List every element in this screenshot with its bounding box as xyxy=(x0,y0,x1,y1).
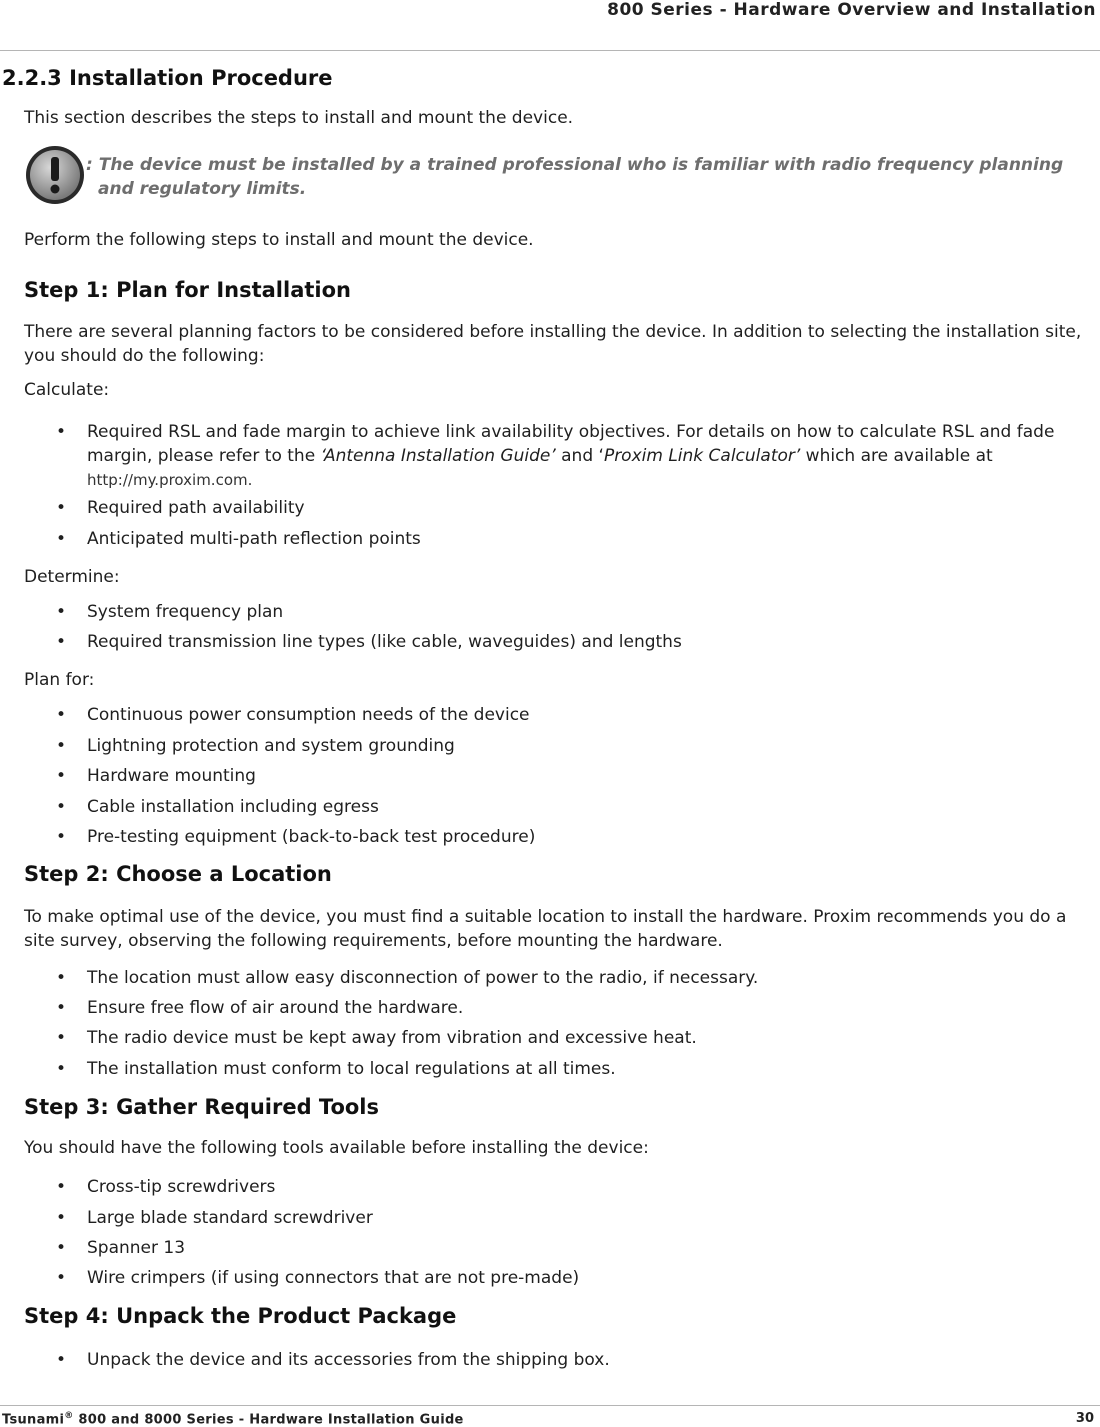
list-item: Spanner 13 xyxy=(87,1238,186,1258)
list-item: Wire crimpers (if using connectors that are not pre-made) xyxy=(87,1268,580,1288)
bullet-marker: • xyxy=(56,422,67,442)
list-item: Pre-testing equipment (back-to-back test procedure) xyxy=(87,827,536,847)
list-item: System frequency plan xyxy=(87,602,284,622)
bullet-marker: • xyxy=(56,998,67,1018)
intro-paragraph: This section describes the steps to install and mount the device. xyxy=(24,108,574,128)
list-item: Required path availability xyxy=(87,498,305,518)
step2-heading: Step 2: Choose a Location xyxy=(24,862,332,886)
link-calculator-ref: Proxim Link Calculator’ xyxy=(603,446,801,466)
perform-paragraph: Perform the following steps to install and mount the device. xyxy=(24,230,534,250)
bullet-marker: • xyxy=(56,1268,67,1288)
bullet-marker: • xyxy=(56,632,67,652)
header-rule xyxy=(0,50,1100,51)
list-item-text: which are available at xyxy=(800,446,993,466)
list-item: Required transmission line types (like cable, waveguides) and lengths xyxy=(87,632,682,652)
list-item: The installation must conform to local regulations at all times. xyxy=(87,1059,616,1079)
list-item: Cross-tip screwdrivers xyxy=(87,1177,276,1197)
step2-intro: To make optimal use of the device, you must find a suitable location to install the hardware. Proxim recommends you do a site survey, observing the following requirements, before mounting the hardware. xyxy=(24,907,1067,951)
footer-guide-name: 800 and 8000 Series - Hardware Installation Guide xyxy=(73,1412,464,1427)
footer-brand: Tsunami xyxy=(2,1412,65,1427)
list-item: Hardware mounting xyxy=(87,766,256,786)
page-number: 30 xyxy=(1075,1411,1094,1426)
registered-mark: ® xyxy=(64,1411,74,1421)
bullet-marker: • xyxy=(56,705,67,725)
list-item: The location must allow easy disconnection of power to the radio, if necessary. xyxy=(87,968,759,988)
footer-rule xyxy=(0,1405,1100,1406)
bullet-marker: • xyxy=(56,602,67,622)
footer-guide-title xyxy=(2,1411,464,1427)
list-item: Continuous power consumption needs of the device xyxy=(87,705,530,725)
exclamation-warning-icon xyxy=(24,144,86,206)
bullet-marker: • xyxy=(56,529,67,549)
step3-intro: You should have the following tools available before installing the device: xyxy=(24,1138,649,1158)
bullet-marker: • xyxy=(56,1177,67,1197)
list-item-text: and ‘ xyxy=(555,446,604,466)
step1-intro: There are several planning factors to be considered before installing the device. In addition to selecting the installation site, you should do the following: xyxy=(24,322,1082,366)
step4-heading: Step 4: Unpack the Product Package xyxy=(24,1304,457,1328)
bullet-marker: • xyxy=(56,1028,67,1048)
list-item: Ensure free flow of air around the hardware. xyxy=(87,998,464,1018)
warning-note-text: : The device must be installed by a trained professional who is familiar with radio frequency planning and regulatory limits. xyxy=(86,155,1064,199)
step1-heading: Step 1: Plan for Installation xyxy=(24,278,351,302)
bullet-marker: • xyxy=(56,766,67,786)
bullet-marker: • xyxy=(56,736,67,756)
plan-label: Plan for: xyxy=(24,670,95,690)
proxim-url-link[interactable]: http://my.proxim.com. xyxy=(87,471,253,489)
step3-heading: Step 3: Gather Required Tools xyxy=(24,1095,380,1119)
list-item: The radio device must be kept away from vibration and excessive heat. xyxy=(87,1028,697,1048)
running-header: 800 Series - Hardware Overview and Installation xyxy=(607,0,1096,20)
bullet-marker: • xyxy=(56,797,67,817)
warning-note xyxy=(86,153,1098,201)
bullet-marker: • xyxy=(56,498,67,518)
list-item: Anticipated multi-path reflection points xyxy=(87,529,421,549)
bullet-marker: • xyxy=(56,1208,67,1228)
determine-label: Determine: xyxy=(24,567,120,587)
list-item: Unpack the device and its accessories from the shipping box. xyxy=(87,1350,610,1370)
calculate-label: Calculate: xyxy=(24,380,110,400)
list-item: Large blade standard screwdriver xyxy=(87,1208,373,1228)
antenna-guide-ref: ‘Antenna Installation Guide’ xyxy=(320,446,556,466)
list-item-text: Required RSL and fade margin to achieve link availability objectives. For details on how to calculate RSL and fade margin, please refer to the xyxy=(87,422,1055,466)
bullet-marker: • xyxy=(56,1350,67,1370)
bullet-marker: • xyxy=(56,1238,67,1258)
bullet-marker: • xyxy=(56,1059,67,1079)
list-item-calc-rsl xyxy=(87,420,1087,492)
bullet-marker: • xyxy=(56,827,67,847)
list-item: Lightning protection and system grounding xyxy=(87,736,455,756)
bullet-marker: • xyxy=(56,968,67,988)
section-title: 2.2.3 Installation Procedure xyxy=(2,66,333,90)
list-item: Cable installation including egress xyxy=(87,797,379,817)
